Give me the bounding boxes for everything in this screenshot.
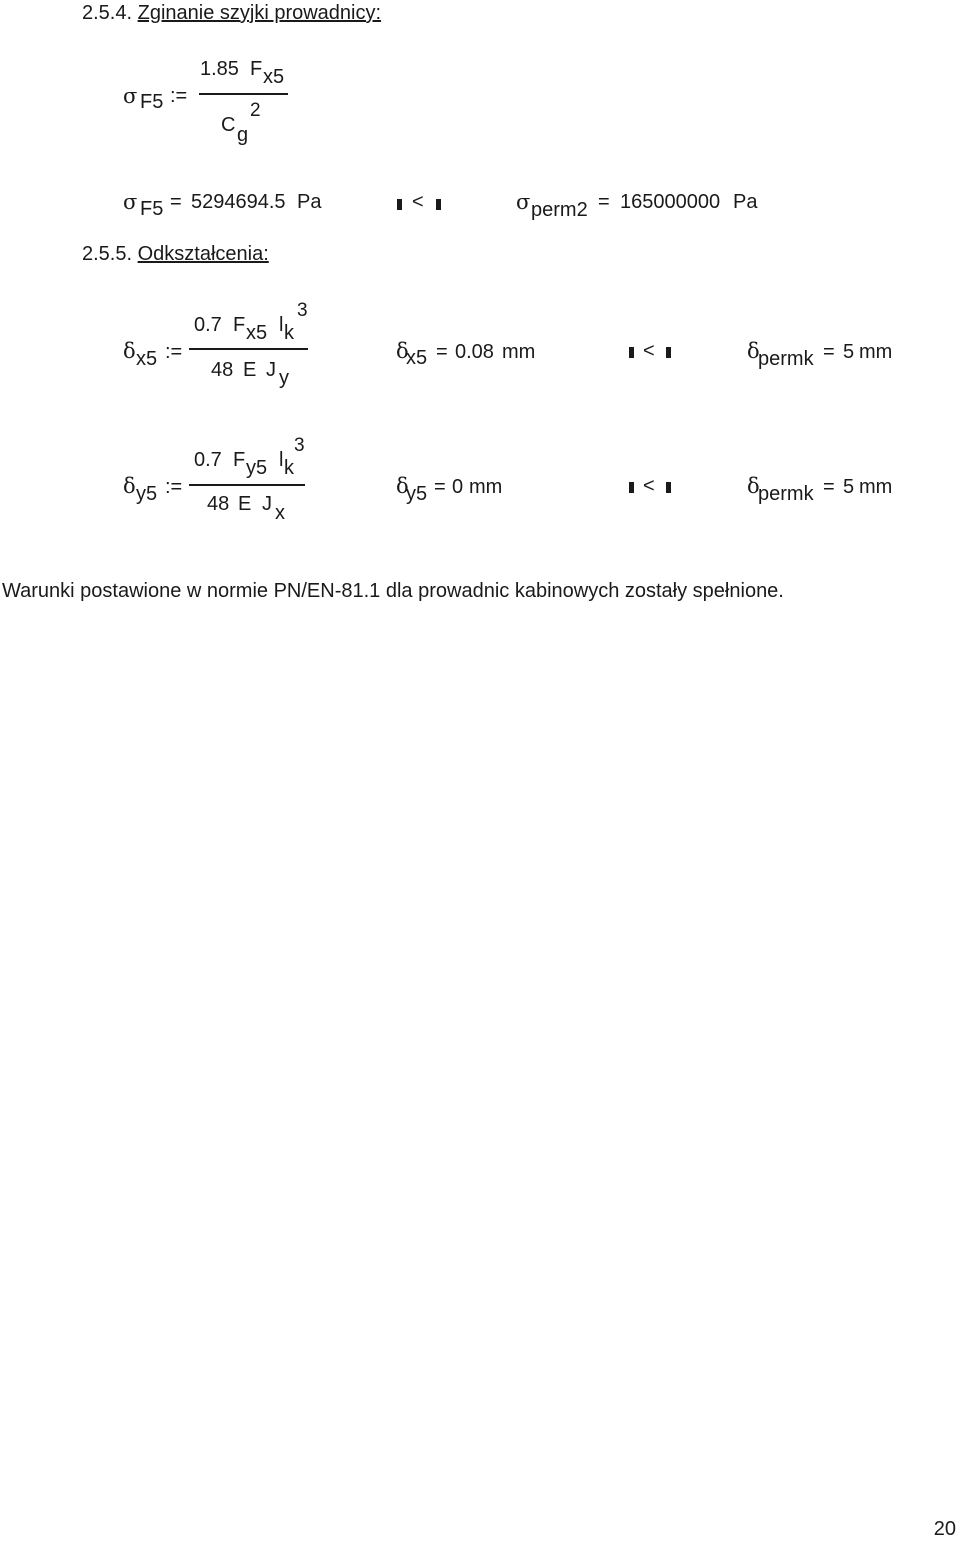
sigma-unit: Pa [297,191,322,213]
fraction-bar [199,93,288,95]
section-255-title: Odkształcenia: [137,243,269,265]
numerator-variable: F [250,58,263,80]
denominator-variable-e: E [238,493,252,515]
compare-marker-left [629,347,634,358]
sigma-perm-unit: Pa [733,191,758,213]
less-than-sign: < [643,340,655,362]
result-value: 0 [452,476,464,498]
section-255-number: 2.5.5. [82,243,133,265]
numerator-coefficient: 0.7 [194,449,222,471]
numerator-variable-2: l [279,449,284,471]
conclusion-text: Warunki postawione w normie PN/EN-81.1 dla prowadnic kabinowych zostały spełnione. [2,580,784,602]
numerator-subscript-2: k [284,457,294,479]
perm-delta-subscript: permk [758,348,814,370]
result-delta-symbol: δ [396,339,409,363]
perm-delta-subscript: permk [758,483,814,505]
sigma-perm-subscript: perm2 [531,199,588,221]
result-unit: mm [469,476,503,498]
sigma-value: 5294694.5 [191,191,286,213]
sigma-subscript: F5 [140,91,164,113]
less-than-sign: < [412,191,424,213]
delta-symbol: δ [123,339,136,363]
denominator-subscript: y [279,367,289,389]
perm-delta-symbol: δ [747,474,760,498]
sigma-subscript: F5 [140,198,164,220]
section-254-title: Zginanie szyjki prowadnicy: [137,2,382,24]
numerator-coefficient: 1.85 [200,58,239,80]
denominator-subscript: g [237,124,249,146]
denominator-coefficient: 48 [207,493,230,515]
result-delta-symbol: δ [396,474,409,498]
denominator-variable-j: J [262,493,272,515]
less-than-sign: < [643,475,655,497]
fraction-bar [189,484,305,486]
numerator-variable-2: l [279,314,284,336]
numerator-exponent: 3 [294,435,305,456]
perm-value: 5 [843,476,855,498]
assign-operator: := [165,476,183,498]
delta-symbol: δ [123,474,136,498]
section-254-number: 2.5.4. [82,2,133,24]
perm-equals-sign: = [598,191,610,213]
numerator-subscript: y5 [246,457,268,479]
sigma-symbol: σ [123,190,138,214]
result-value: 0.08 [455,341,494,363]
delta-subscript: y5 [136,483,158,505]
compare-marker-left [629,482,634,493]
fraction-bar [189,348,308,350]
assign-operator: := [170,85,188,107]
page-number: 20 [933,1518,956,1540]
result-equals-sign: = [436,341,448,363]
numerator-variable: F [233,449,246,471]
perm-equals-sign: = [823,476,835,498]
denominator-coefficient: 48 [211,359,234,381]
numerator-subscript: x5 [263,66,285,88]
result-equals-sign: = [434,476,446,498]
sigma-perm-value: 165000000 [620,191,721,213]
denominator-variable-j: J [266,359,276,381]
denominator-variable: C [221,114,236,136]
sigma-perm-symbol: σ [516,190,531,214]
sigma-symbol: σ [123,84,138,108]
denominator-variable-e: E [243,359,257,381]
numerator-coefficient: 0.7 [194,314,222,336]
perm-unit: mm [859,341,893,363]
perm-equals-sign: = [823,341,835,363]
section-255-heading [82,243,269,266]
delta-subscript: x5 [136,348,158,370]
compare-marker-right [666,482,671,493]
perm-delta-symbol: δ [747,339,760,363]
numerator-subscript-2: k [284,322,294,344]
section-254-heading [82,2,381,25]
numerator-variable: F [233,314,246,336]
equals-sign: = [170,191,182,213]
result-delta-subscript: x5 [406,347,428,369]
result-delta-subscript: y5 [406,483,428,505]
denominator-exponent: 2 [250,100,261,121]
numerator-exponent: 3 [297,300,308,321]
compare-marker-right [436,199,441,210]
result-unit: mm [502,341,536,363]
assign-operator: := [165,341,183,363]
compare-marker-right [666,347,671,358]
denominator-subscript: x [275,502,285,524]
numerator-subscript: x5 [246,322,268,344]
perm-value: 5 [843,341,855,363]
perm-unit: mm [859,476,893,498]
compare-marker-left [397,199,402,210]
